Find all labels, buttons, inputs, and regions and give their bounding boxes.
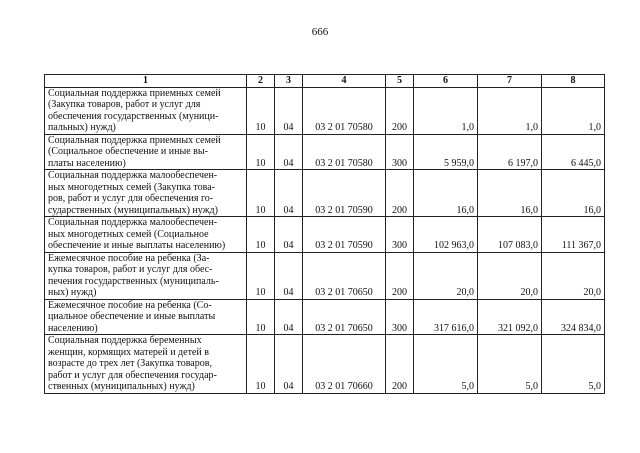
header-cell: 8 [542,75,605,88]
subsection-code: 04 [275,299,303,335]
expense-type-code: 300 [386,299,414,335]
expense-type-code: 200 [386,87,414,134]
subsection-code: 04 [275,335,303,394]
subsection-code: 04 [275,252,303,299]
section-code: 10 [247,170,275,217]
section-code: 10 [247,134,275,170]
expense-type-code: 200 [386,170,414,217]
amount-col7: 16,0 [478,170,542,217]
section-code: 10 [247,217,275,253]
amount-col8: 5,0 [542,335,605,394]
subsection-code: 04 [275,217,303,253]
subsection-code: 04 [275,134,303,170]
amount-col8: 111 367,0 [542,217,605,253]
table-row [45,217,605,253]
subsection-code: 04 [275,170,303,217]
header-row [45,75,605,88]
expense-type-code: 200 [386,335,414,394]
target-article-code: 03 2 01 70590 [303,170,386,217]
table-row [45,134,605,170]
amount-col7: 321 092,0 [478,299,542,335]
amount-col6: 102 963,0 [414,217,478,253]
target-article-code: 03 2 01 70580 [303,87,386,134]
section-code: 10 [247,252,275,299]
table-row [45,252,605,299]
amount-col6: 16,0 [414,170,478,217]
row-description: Социальная поддержка малообеспечен- ных многодетных семей (Закупка това- ров, работ и услуг для обеспечения го- сударственных (муниципальных) нужд) [45,170,247,217]
amount-col6: 5,0 [414,335,478,394]
table-row [45,87,605,134]
row-description: Социальная поддержка беременных женщин, кормящих матерей и детей в возрасте до трех лет (Закупка товаров, работ и услуг для обеспечения государ- ственных (муниципальных) нужд) [45,335,247,394]
amount-col6: 1,0 [414,87,478,134]
header-cell: 5 [386,75,414,88]
section-code: 10 [247,335,275,394]
target-article-code: 03 2 01 70650 [303,299,386,335]
budget-table [44,74,605,394]
amount-col6: 20,0 [414,252,478,299]
target-article-code: 03 2 01 70590 [303,217,386,253]
section-code: 10 [247,299,275,335]
expense-type-code: 200 [386,252,414,299]
target-article-code: 03 2 01 70580 [303,134,386,170]
amount-col6: 5 959,0 [414,134,478,170]
header-cell: 6 [414,75,478,88]
header-cell: 7 [478,75,542,88]
expense-type-code: 300 [386,134,414,170]
expense-type-code: 300 [386,217,414,253]
table-row [45,170,605,217]
amount-col7: 5,0 [478,335,542,394]
table-row [45,335,605,394]
header-cell: 3 [275,75,303,88]
amount-col8: 6 445,0 [542,134,605,170]
page-number: 666 [311,26,329,38]
row-description: Социальная поддержка приемных семей (Закупка товаров, работ и услуг для обеспечения государственных (муници- пальных) нужд) [45,87,247,134]
row-description: Социальная поддержка приемных семей (Социальное обеспечение и иные вы- платы населению) [45,134,247,170]
header-cell: 2 [247,75,275,88]
row-description: Ежемесячное пособие на ребенка (Со- циальное обеспечение и иные выплаты населению) [45,299,247,335]
target-article-code: 03 2 01 70650 [303,252,386,299]
amount-col8: 20,0 [542,252,605,299]
amount-col7: 20,0 [478,252,542,299]
amount-col7: 6 197,0 [478,134,542,170]
amount-col8: 1,0 [542,87,605,134]
subsection-code: 04 [275,87,303,134]
row-description: Ежемесячное пособие на ребенка (За- купка товаров, работ и услуг для обес- печения государственных (муниципаль- ных) нужд) [45,252,247,299]
section-code: 10 [247,87,275,134]
row-description: Социальная поддержка малообеспечен- ных многодетных семей (Социальное обеспечение и иные выплаты населению) [45,217,247,253]
amount-col7: 1,0 [478,87,542,134]
header-cell: 4 [303,75,386,88]
target-article-code: 03 2 01 70660 [303,335,386,394]
amount-col6: 317 616,0 [414,299,478,335]
amount-col8: 16,0 [542,170,605,217]
header-cell: 1 [45,75,247,88]
amount-col7: 107 083,0 [478,217,542,253]
table-row [45,299,605,335]
amount-col8: 324 834,0 [542,299,605,335]
